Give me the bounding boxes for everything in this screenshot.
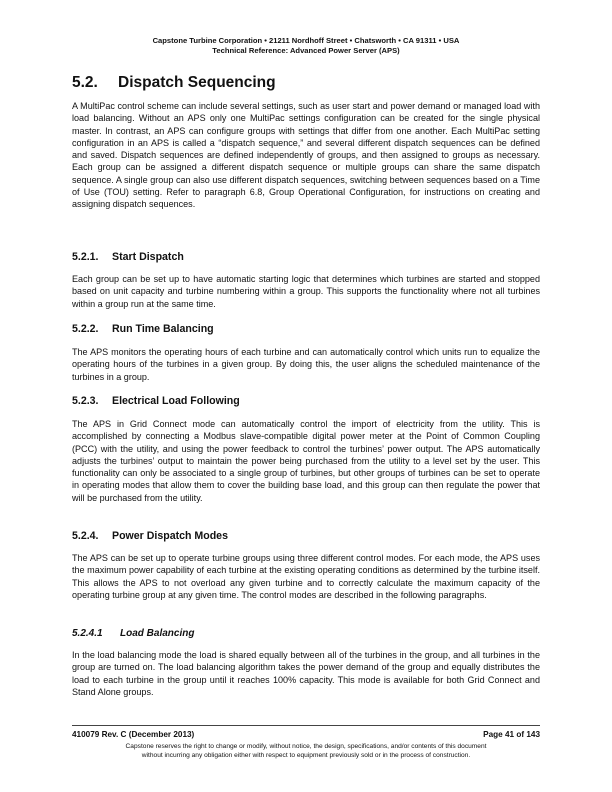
footer-document-id: 410079 Rev. C (December 2013) — [72, 730, 195, 739]
electrical-load-following-paragraph: The APS in Grid Connect mode can automatically control the import of electricity from the utility. This is accomplished by connecting a Modbus slave-compatible digital power meter at the Point of Common Coupling (PCC) with the utility, and using the power feedback to control the turbines’ power output. The APS automatically adjusts the turbines’ output to maintain the power being purchased from the utility to a level set by the user. This functionality can only be associated to a single group of turbines, but other groups of turbines can be set to operate in operating modes that allow them to cover the building base load, and this group can then regulate the power that will be purchased from the utility. — [72, 419, 540, 503]
start-dispatch-paragraph: Each group can be set up to have automatic starting logic that determines which turbines are started and stopped based on unit capacity and turbine numbering within a group. This supports the functionality where not all turbines within a group run at the same time. — [72, 274, 540, 309]
subsection-heading-start-dispatch — [72, 251, 184, 264]
subsubsection-title: Load Balancing — [120, 628, 195, 639]
load-balancing-paragraph: In the load balancing mode the load is shared equally between all of the turbines in the group, and all turbines in the group are turned on. The load balancing algorithm takes the power demand of the group and equally distributes the load to each turbine in the group until it reaches 100% capacity. This mode is available for both Grid Connect and Stand Alone groups. — [72, 650, 540, 697]
subsection-number: 5.2.4. — [72, 530, 99, 542]
run-time-balancing-paragraph: The APS monitors the operating hours of each turbine and can automatically control which units run to equalize the operating hours of the turbines in a given group. By doing this, the user aligns the scheduled maintenance of the turbines in a group. — [72, 347, 540, 382]
footer-disclaimer — [60, 742, 552, 760]
subsubsection-heading-load-balancing — [72, 627, 194, 640]
subsection-heading-run-time-balancing — [72, 323, 214, 336]
subsection-number: 5.2.2. — [72, 323, 99, 335]
section-number: 5.2. — [72, 74, 98, 91]
subsection-heading-electrical-load-following — [72, 395, 240, 408]
footer-disclaimer-line1: Capstone reserves the right to change or modify, without notice, the design, specifications, and/or contents of this document — [125, 743, 487, 750]
footer-divider — [72, 725, 540, 726]
section-heading — [72, 73, 276, 93]
subsection-number: 5.2.3. — [72, 395, 99, 407]
footer-disclaimer-line2: without incurring any obligation either with respect to equipment previously sold or in the process of construction. — [141, 752, 471, 759]
subsubsection-number: 5.2.4.1 — [72, 628, 103, 639]
subsection-number: 5.2.1. — [72, 251, 99, 263]
section-title: Dispatch Sequencing — [118, 74, 276, 91]
subsection-title: Power Dispatch Modes — [112, 530, 228, 542]
header-doc-title: Technical Reference: Advanced Power Server (APS) — [212, 46, 400, 55]
subsection-heading-power-dispatch-modes — [72, 530, 228, 543]
header-company-line: Capstone Turbine Corporation • 21211 Nordhoff Street • Chatsworth • CA 91311 • USA — [152, 36, 460, 45]
subsection-title: Run Time Balancing — [112, 323, 214, 335]
footer-page-number: Page 41 of 143 — [483, 730, 540, 739]
power-dispatch-modes-paragraph: The APS can be set up to operate turbine groups using three different control modes. For each mode, the APS uses the maximum power capability of each turbine at the existing operating conditions as determined by the turbine itself. This allows the APS to not overload any given turbine and to correctly calculate the maximum capacity of the operating turbine group at any given time. The control modes are described in the following paragraphs. — [72, 553, 540, 600]
section-intro-paragraph: A MultiPac control scheme can include several settings, such as user start and power demand or managed load with load balancing. Without an APS only one MultiPac settings configuration can be created for the single physical master. In contrast, an APS can configure groups with settings that differ from one another. Each MultiPac setting configuration in an APS is called a “dispatch sequence,” and several different dispatch sequences can be defined and saved. Dispatch sequences are defined independently of groups, and then assigned to groups as necessary. Each group can be assigned a different dispatch sequence or multiple groups can share the same dispatch sequence. A single group can also use different dispatch sequences, switching between sequences based on a Time of Use (TOU) setting. Refer to paragraph 6.8, Group Operational Configuration, for instructions on creating and assigning dispatch sequences. — [72, 101, 540, 210]
subsection-title: Start Dispatch — [112, 251, 184, 263]
subsection-title: Electrical Load Following — [112, 395, 240, 407]
